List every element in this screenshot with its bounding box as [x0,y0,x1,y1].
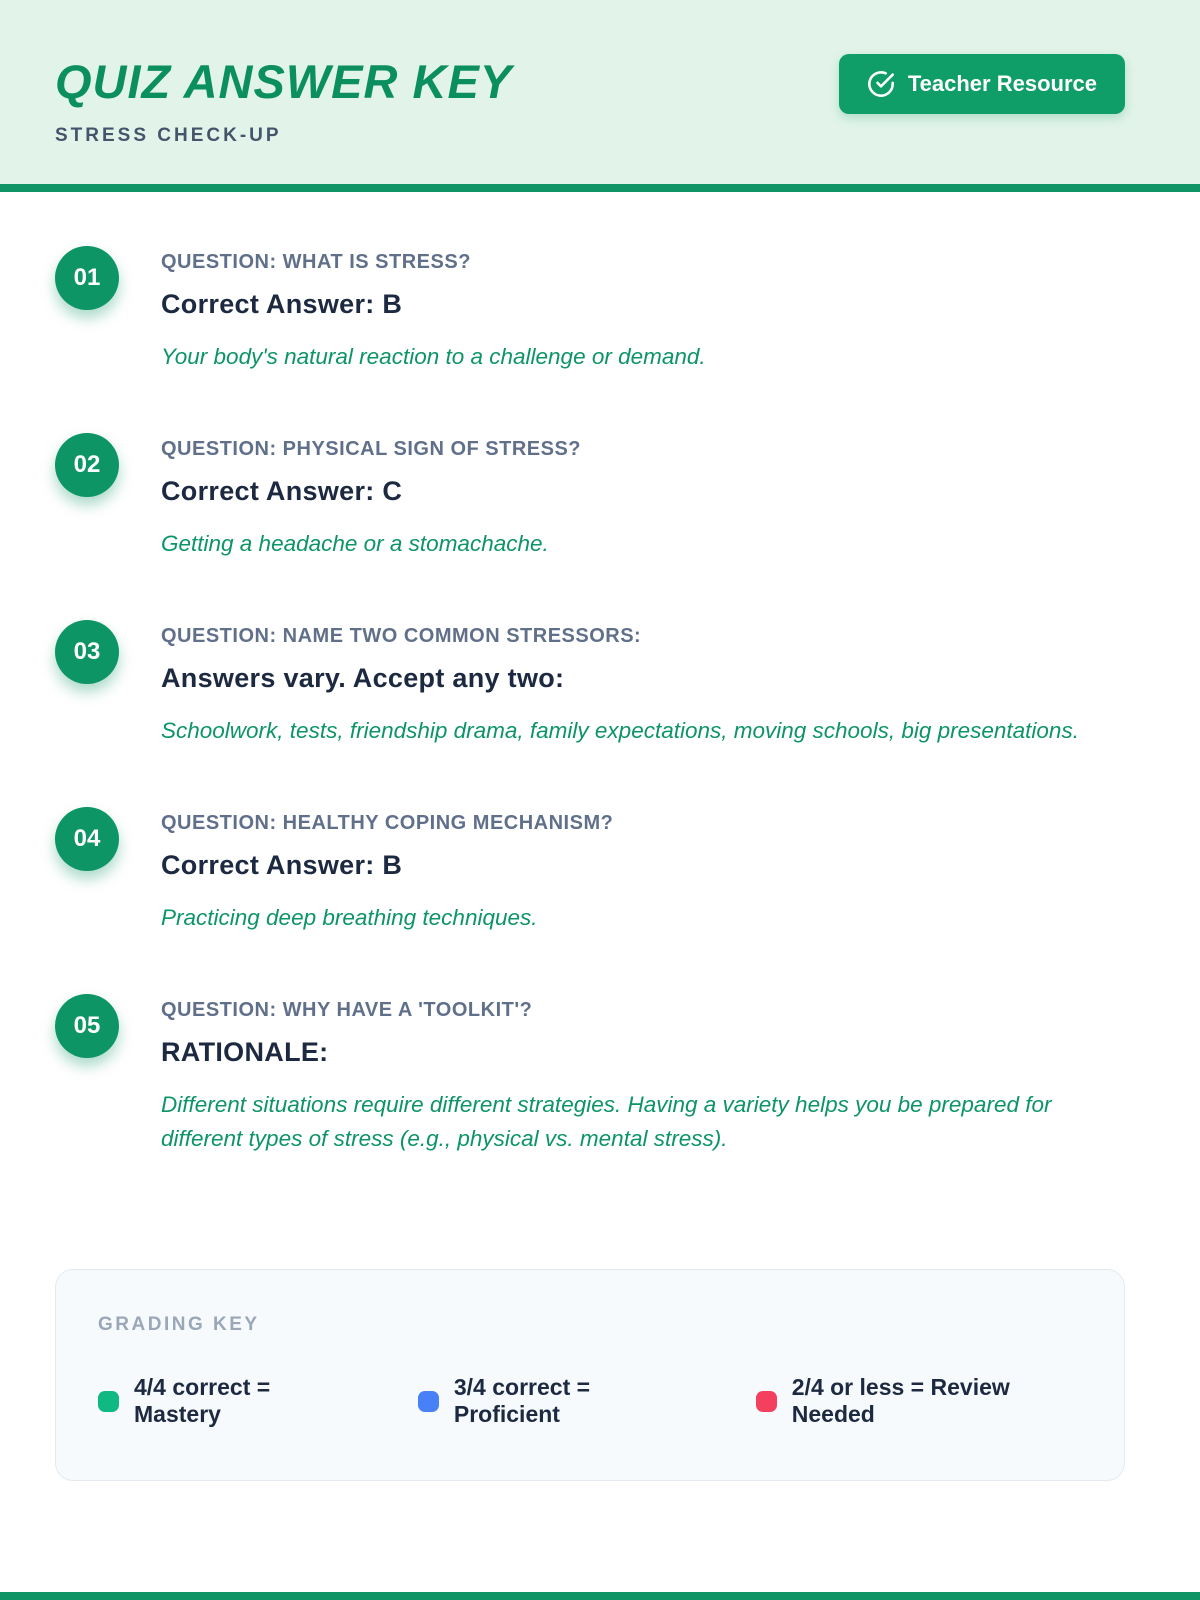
correct-answer: Correct Answer: B [161,289,403,319]
grading-key-legend [98,1374,1079,1428]
legend-label: 2/4 or less = Review Needed [791,1374,1010,1428]
proficient-dot-icon [418,1391,439,1412]
check-circle-icon [867,70,895,98]
legend-item-mastery [98,1374,348,1428]
question-number-badge: 04 [55,807,119,871]
question-number-badge: 03 [55,620,119,684]
question-item-3 [55,620,1122,749]
footer-divider-bar [0,1592,1200,1600]
correct-answer: Answers vary. Accept any two: [161,662,565,693]
question-label: QUESTION: NAME TWO COMMON STRESSORS: [161,624,642,647]
review-needed-dot-icon [756,1391,777,1412]
question-label: QUESTION: PHYSICAL SIGN OF STRESS? [161,437,582,460]
correct-answer: RATIONALE: [161,1036,329,1067]
header-divider-bar [0,184,1200,192]
legend-label: 3/4 correct = Proficient [453,1374,591,1428]
grading-key-title: GRADING KEY [98,1314,260,1336]
answer-explanation: Your body's natural reaction to a challenge or demand. [161,344,706,369]
answer-explanation: Different situations require different strategies. Having a variety helps you be prepared for different types of stress (e.g., physical vs. mental stress). [161,1091,1052,1152]
question-content [161,994,1122,1158]
page-subtitle: STRESS CHECK-UP [55,125,282,146]
answer-explanation: Getting a headache or a stomachache. [161,530,549,556]
grading-key-box [55,1269,1125,1481]
question-label: QUESTION: HEALTHY COPING MECHANISM? [161,811,614,834]
question-number-badge: 05 [55,994,119,1058]
correct-answer: Correct Answer: B [161,849,403,880]
question-content [161,433,581,562]
question-item-5 [55,994,1122,1158]
page-title: QUIZ ANSWER KEY [55,55,513,108]
question-content [161,620,1079,749]
question-content [161,246,706,375]
legend-label: 4/4 correct = Mastery [134,1374,271,1428]
question-content [161,807,613,936]
mastery-dot-icon [98,1391,119,1412]
teacher-resource-button[interactable] [839,54,1125,114]
answer-key-list [0,192,1200,1157]
question-label: QUESTION: WHAT IS STRESS? [161,251,471,273]
question-item-4 [55,807,1122,936]
question-label: QUESTION: WHY HAVE A 'TOOLKIT'? [161,998,533,1021]
answer-explanation: Schoolwork, tests, friendship drama, family expectations, moving schools, big presentations. [161,717,1079,743]
legend-item-proficient [418,1374,686,1428]
question-item-1 [55,246,1122,375]
answer-explanation: Practicing deep breathing techniques. [161,904,538,930]
question-item-2 [55,433,1122,562]
page-header [0,0,1200,184]
question-number-badge: 01 [55,246,119,310]
correct-answer: Correct Answer: C [161,475,403,506]
title-block [55,50,512,147]
legend-item-review-needed [756,1374,1079,1428]
question-number-badge: 02 [55,433,119,497]
teacher-resource-label: Teacher Resource [907,71,1097,96]
